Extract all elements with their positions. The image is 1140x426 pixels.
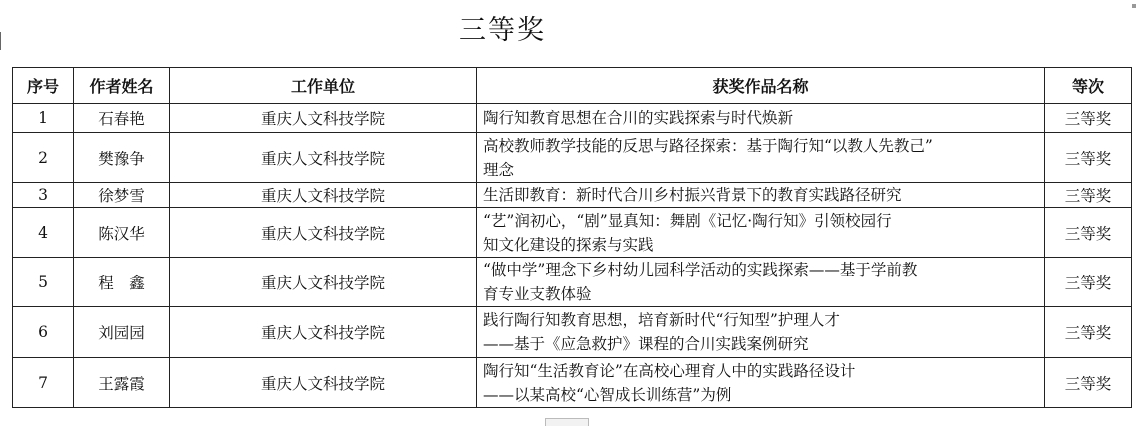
cell-unit: 重庆人文科技学院	[170, 133, 477, 183]
table-row	[13, 133, 1132, 183]
work-title-line: 陶行知教育思想在合川的实践探索与时代焕新	[483, 109, 794, 127]
cell-work-title	[477, 358, 1045, 408]
table-row	[13, 258, 1132, 307]
cell-work-title	[477, 258, 1045, 307]
cell-unit: 重庆人文科技学院	[170, 307, 477, 358]
header-work-title: 获奖作品名称	[477, 68, 1045, 104]
cell-level: 三等奖	[1045, 208, 1132, 258]
work-title-line: 践行陶行知教育思想，培育新时代“行知型”护理人才	[483, 311, 840, 329]
cell-work-title	[477, 133, 1045, 183]
cell-number: 3	[13, 183, 74, 208]
cell-number: 7	[13, 358, 74, 408]
page-title: 三等奖	[459, 15, 546, 46]
cell-level: 三等奖	[1045, 104, 1132, 133]
table-row	[13, 104, 1132, 133]
cell-work-title	[477, 104, 1045, 133]
cell-number: 5	[13, 258, 74, 307]
cell-author: 程 鑫	[74, 258, 170, 307]
cell-number: 1	[13, 104, 74, 133]
cell-author: 陈汉华	[74, 208, 170, 258]
cell-number: 2	[13, 133, 74, 183]
work-title-line: 知文化建设的探索与实践	[483, 235, 654, 254]
work-title-line: 高校教师教学技能的反思与路径探索：基于陶行知“以教人先教己”	[483, 136, 933, 155]
header-unit: 工作单位	[170, 68, 477, 104]
table-header-row	[13, 68, 1132, 104]
cell-unit: 重庆人文科技学院	[170, 358, 477, 408]
header-author: 作者姓名	[74, 68, 170, 104]
cell-author: 石春艳	[74, 104, 170, 133]
work-title-line: “艺”润初心，“剧”显真知：舞剧《记忆·陶行知》引领校园行	[483, 211, 892, 230]
cell-author: 王露霞	[74, 358, 170, 408]
cell-number: 6	[13, 307, 74, 358]
work-title-line: 陶行知“生活教育论”在高校心理育人中的实践路径设计	[483, 361, 856, 380]
cell-unit: 重庆人文科技学院	[170, 183, 477, 208]
cell-level: 三等奖	[1045, 358, 1132, 408]
awards-table	[12, 67, 1132, 408]
cell-level: 三等奖	[1045, 258, 1132, 307]
cell-level: 三等奖	[1045, 183, 1132, 208]
table-row	[13, 208, 1132, 258]
cell-unit: 重庆人文科技学院	[170, 104, 477, 133]
header-number: 序号	[13, 68, 74, 104]
cell-work-title	[477, 183, 1045, 208]
cell-number: 4	[13, 208, 74, 258]
cell-work-title	[477, 208, 1045, 258]
table-row	[13, 307, 1132, 358]
cell-level: 三等奖	[1045, 133, 1132, 183]
table-row	[13, 358, 1132, 408]
work-title-line: 育专业支教体验	[483, 285, 592, 303]
margin-dot	[1132, 4, 1136, 8]
cell-author: 樊豫争	[74, 133, 170, 183]
cell-unit: 重庆人文科技学院	[170, 258, 477, 307]
cell-level: 三等奖	[1045, 307, 1132, 358]
work-title-line: ——基于《应急救护》课程的合川实践案例研究	[483, 335, 809, 353]
work-title-line: ——以某高校“心智成长训练营”为例	[483, 385, 732, 404]
cell-work-title	[477, 307, 1045, 358]
header-level: 等次	[1045, 68, 1132, 104]
work-title-line: “做中学”理念下乡村幼儿园科学活动的实践探索——基于学前教	[483, 261, 918, 279]
cell-author: 刘园园	[74, 307, 170, 358]
cell-author: 徐梦雪	[74, 183, 170, 208]
work-title-line: 生活即教育：新时代合川乡村振兴背景下的教育实践路径研究	[483, 186, 902, 204]
cell-unit: 重庆人文科技学院	[170, 208, 477, 258]
table-row	[13, 183, 1132, 208]
work-title-line: 理念	[483, 160, 515, 179]
